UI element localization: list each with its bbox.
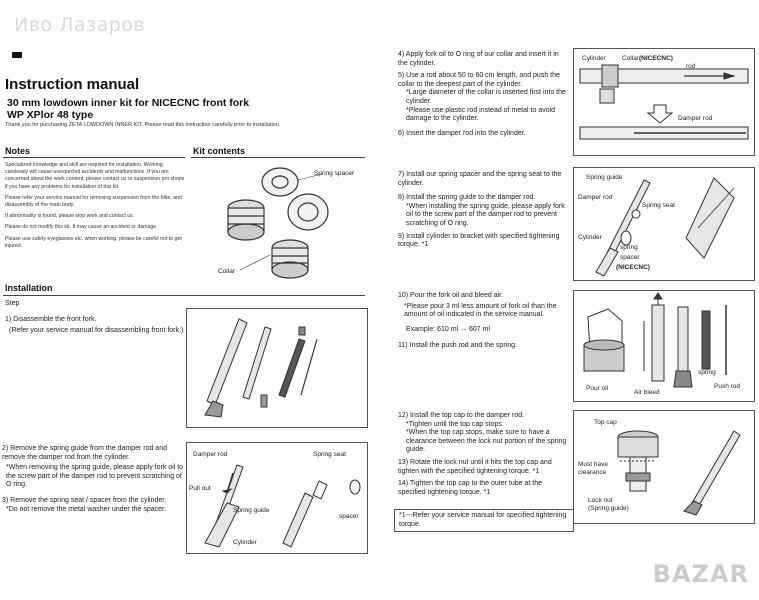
note-paragraph: Please do not modify this kit. It may cause an accident or damage. xyxy=(5,224,158,231)
figure-steps-10-11 xyxy=(573,290,755,402)
fig-r3-label-spring: spring xyxy=(698,369,716,376)
note-paragraph: Please use safety eyeglasses etc. when working. please be careful not to get injured. xyxy=(5,235,182,249)
right-steps-7-9 xyxy=(398,171,570,250)
figure-steps-12-14 xyxy=(573,410,755,524)
damper-rod-removal-illustration xyxy=(187,443,367,553)
subtitle-prefix: 30 mm lowdown inner kit for xyxy=(7,97,152,109)
fig-r4-lock-nut-sub: (Spring guide) xyxy=(588,505,629,512)
spring-guide-install-illustration xyxy=(574,168,754,280)
step1-text xyxy=(5,316,185,335)
fig-r2-label-spacer: spacer xyxy=(620,254,640,261)
fig-r4-label-lock-nut xyxy=(588,497,629,513)
fig-r1-label-damper-rod: Damper rod xyxy=(678,115,713,122)
installation-rule xyxy=(3,295,365,296)
step12-note2: *When the top cap stops, make sure to have a clearance between the lock nut portion of the spring guide. xyxy=(406,429,567,454)
figure-steps-4-6 xyxy=(573,48,755,156)
note-paragraph: If abnormality is found, please stop work and contact us. xyxy=(5,213,135,220)
step8-note: *When installing the spring guide, please apply fork oil to the screw part of the damper rod to prevent scratching of O ring. xyxy=(406,202,565,227)
subtitle-model: WP XPlor 48 type xyxy=(7,109,94,121)
fig-r4-clearance: clearance xyxy=(578,469,607,476)
fig2-label-spring-seat: Spring seat xyxy=(313,451,346,458)
step3-title: 3) Remove the spring seat / spacer from the cylinder. xyxy=(2,497,167,504)
watermark-text: Иво Лазаров xyxy=(14,14,146,36)
step-label: Step xyxy=(5,300,20,307)
notes-body xyxy=(5,162,187,250)
product-subtitle xyxy=(7,97,267,121)
fig2-label-spring-guide: Spring guide xyxy=(233,507,270,514)
step12-note1: *Tighten until the top cap stops. xyxy=(406,420,504,428)
subtitle-brand: NICECNC xyxy=(151,97,200,109)
fig-r1-collar-word: Collar xyxy=(622,55,639,62)
kit-contents-illustration xyxy=(210,160,360,280)
step8-text: 8) Install the spring guide to the damper rod. xyxy=(398,194,536,202)
kit-heading: Kit contents xyxy=(193,146,246,156)
fig-r1-collar-brand: (NICECNC) xyxy=(638,55,673,62)
torque-footnote: *1---Refer your service manual for specified tightening torque. xyxy=(399,512,567,528)
figure-steps-7-9 xyxy=(573,167,755,281)
fig-r4-must-have: Must have xyxy=(578,461,608,468)
fig-r2-label-spacer-brand: (NICECNC) xyxy=(616,264,650,271)
kit-label-collar: Collar xyxy=(218,268,235,275)
step13-text: 13) Rotate the lock nut until it hits the top cap and tighten with the specified tightening torque. *1 xyxy=(398,458,552,475)
fig-r4-label-clearance xyxy=(578,461,608,477)
step2-text xyxy=(2,445,184,490)
step7-text: 7) Install our spring spacer and the spring seat to the cylinder. xyxy=(398,171,562,187)
fig2-label-pull-out: Pull out xyxy=(189,485,211,492)
figure-step1 xyxy=(186,308,368,428)
kit-rule xyxy=(191,157,365,158)
figure-step2-3 xyxy=(186,442,368,554)
step10-text: 10) Pour the fork oil and bleed air. xyxy=(398,292,504,299)
corner-mark xyxy=(12,52,22,58)
step5-note1: *Large diameter of the collar is inserted first into the cylinder. xyxy=(406,89,566,105)
notes-rule xyxy=(3,157,185,158)
note-paragraph: Specialized knowledge and skill are required for installation. Working carelessly will cause unexpected accidents and malfunctions. If you are concerned about the work content, please contact us or suspension pro shops if you have any problems for installation of this kit. xyxy=(5,162,185,190)
step6-text: 6) Insert the damper rod into the cylinder. xyxy=(398,129,526,137)
fig2-label-spacer: spacer xyxy=(339,513,359,520)
step4-text: 4) Apply fork oil to O ring of our collar and insert it in the cylinder. xyxy=(398,51,559,67)
bazar-logo: BAZAR xyxy=(652,560,749,588)
note-paragraph: Please refer your service manual for removing suspension from the bike, and disassembly of the main body. xyxy=(5,194,182,209)
step1-title: 1) Disassemble the front fork. xyxy=(5,316,97,323)
notes-heading: Notes xyxy=(5,146,31,156)
fig-r3-label-push-rod: Push rod xyxy=(714,383,741,390)
fig-r4-lock-nut: Lock nut xyxy=(588,497,613,504)
fig-r3-label-pour-oil: Pour oil xyxy=(586,385,609,392)
right-steps-10-11 xyxy=(398,292,570,351)
fig2-label-damper-rod: Damper rod xyxy=(193,451,228,458)
page-title: Instruction manual xyxy=(5,76,140,93)
fig-r1-label-rod: rod xyxy=(686,63,696,70)
fig-r1-label-cylinder: Cylinder xyxy=(582,55,606,62)
installation-heading: Installation xyxy=(5,283,53,293)
step12-text: 12) Install the top cap to the damper rod. xyxy=(398,412,525,419)
subtitle-suffix: front fork xyxy=(199,97,250,109)
step14-text: 14) Tighten the top cap to the outer tube at the specified tightening torque. *1 xyxy=(398,480,542,496)
step5-note2: *Please use plastic rod instead of metal to avoid damage to the cylinder. xyxy=(406,106,556,123)
torque-footnote-box xyxy=(394,509,574,532)
step2-note: *When removing the spring guide, please apply fork oil to the screw part of the damper rod to prevent scratching of O ring. xyxy=(6,464,184,489)
fig2-label-cylinder: Cylinder xyxy=(233,539,257,546)
step2-title: 2) Remove the spring guide from the damper rod and remove the damper rod from the cylinder. xyxy=(2,445,167,461)
kit-label-spring-spacer: Spring spacer xyxy=(314,170,355,177)
fig-r2-label-spring: spring xyxy=(620,244,638,251)
right-steps-12-14 xyxy=(398,412,570,497)
step5-text: 5) Use a rod about 50 to 60 cm length, and push the collar to the deepest part of the cylinder. xyxy=(398,72,560,88)
step10-example: Example: 610 ml → 607 ml xyxy=(406,325,491,333)
step11-text: 11) Install the push rod and the spring. xyxy=(398,342,517,350)
step9-text: 9) Install cylinder to bracket with specified tightening torque. *1 xyxy=(398,232,560,249)
fork-disassembly-illustration xyxy=(187,309,367,427)
step3-note: *Do not remove the metal washer under the spacer. xyxy=(6,505,166,513)
fig-r4-label-top-cap: Top cap xyxy=(594,419,617,426)
fig-r2-label-spring-seat: Spring seat xyxy=(642,202,675,209)
fig-r2-label-cylinder: Cylinder xyxy=(578,234,602,241)
thanks-text: Thank you for purchasing ZETA LOWDOWN INNER KIT. Please read this instruction carefully prior to installation. xyxy=(5,122,281,128)
step10-note: *Please pour 3 ml less amount of fork oil than the amount of oil indicated in the service manual. xyxy=(404,302,557,319)
right-steps-4-6 xyxy=(398,51,570,138)
collar-insertion-illustration xyxy=(574,49,754,155)
fig-r3-label-air-bleed: Air bleed xyxy=(634,389,660,396)
fig-r2-label-spring-guide: Spring guide xyxy=(586,174,623,181)
fig-r1-label-collar xyxy=(622,55,673,62)
fig-r2-label-damper-rod: Damper rod xyxy=(578,194,613,201)
step3-text xyxy=(2,497,184,514)
step1-note: (Refer your service manual for disassembling front fork.) xyxy=(9,326,184,334)
